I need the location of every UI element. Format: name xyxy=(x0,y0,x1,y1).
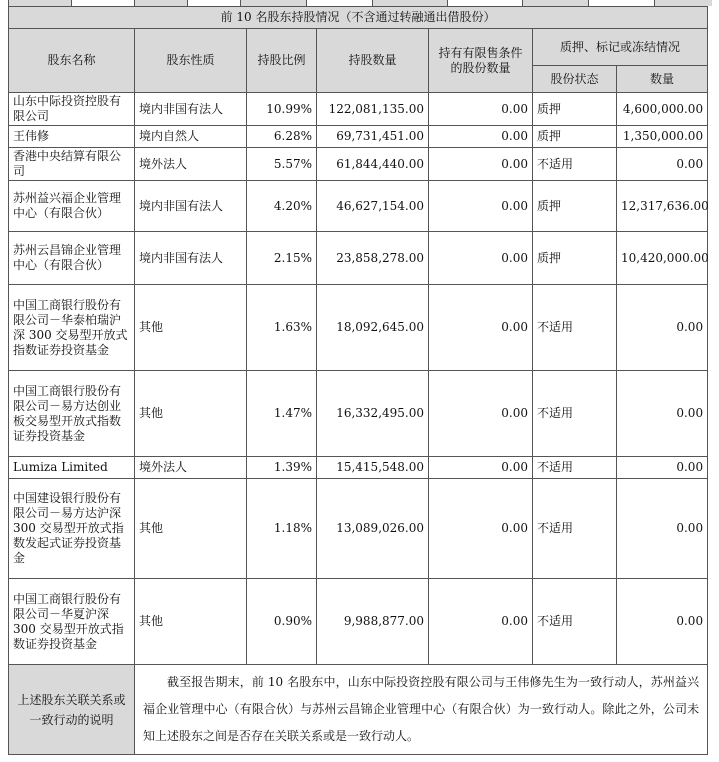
shareholder-name: 王伟修 xyxy=(9,126,135,148)
holding-quantity: 46,627,154.00 xyxy=(317,181,429,232)
table-row xyxy=(9,232,708,285)
restricted-quantity: 0.00 xyxy=(429,181,533,232)
holding-ratio: 1.63% xyxy=(247,285,317,371)
share-status: 不适用 xyxy=(533,457,617,479)
shareholder-name: 中国工商银行股份有限公司－华夏沪深 300 交易型开放式指数证券投资基金 xyxy=(9,579,135,665)
table-title: 前 10 名股东持股情况（不含通过转融通出借股份） xyxy=(9,7,708,29)
holding-ratio: 6.28% xyxy=(247,126,317,148)
note-text: 截至报告期末，前 10 名股东中，山东中际投资控股有限公司与王伟修先生为一致行动人，苏州益兴福企业管理中心（有限合伙）与苏州云昌锦企业管理中心（有限合伙）为一致行动人。除此之外，公司未知上述股东之间是否存在关联关系或是一致行动人。 xyxy=(135,665,708,755)
header-nature: 股东性质 xyxy=(135,29,247,93)
shareholder-table-container xyxy=(8,0,707,755)
shareholder-nature: 境内非国有法人 xyxy=(135,232,247,285)
holding-quantity: 23,858,278.00 xyxy=(317,232,429,285)
restricted-quantity: 0.00 xyxy=(429,232,533,285)
shareholder-name: 山东中际投资控股有限公司 xyxy=(9,93,135,126)
holding-ratio: 4.20% xyxy=(247,181,317,232)
previous-table-edge xyxy=(8,0,707,6)
pledged-quantity: 0.00 xyxy=(617,457,708,479)
table-row xyxy=(9,126,708,148)
pledged-quantity: 10,420,000.00 xyxy=(617,232,708,285)
shareholder-name: 香港中央结算有限公司 xyxy=(9,148,135,181)
table-row xyxy=(9,457,708,479)
holding-quantity: 13,089,026.00 xyxy=(317,479,429,579)
shareholder-name: 中国工商银行股份有限公司－华泰柏瑞沪深 300 交易型开放式指数证券投资基金 xyxy=(9,285,135,371)
share-status: 质押 xyxy=(533,181,617,232)
top10-shareholders-table xyxy=(8,6,708,755)
share-status: 质押 xyxy=(533,232,617,285)
shareholder-name: 苏州益兴福企业管理中心（有限合伙） xyxy=(9,181,135,232)
holding-ratio: 0.90% xyxy=(247,579,317,665)
shareholder-nature: 其他 xyxy=(135,479,247,579)
header-pledge-group: 质押、标记或冻结情况 xyxy=(533,29,708,66)
pledged-quantity: 0.00 xyxy=(617,479,708,579)
restricted-quantity: 0.00 xyxy=(429,371,533,457)
shareholder-name: 中国建设银行股份有限公司－易方达沪深 300 交易型开放式指数发起式证券投资基金 xyxy=(9,479,135,579)
share-status: 质押 xyxy=(533,126,617,148)
share-status: 不适用 xyxy=(533,479,617,579)
note-label: 上述股东关联关系或一致行动的说明 xyxy=(9,665,135,755)
shareholder-name: Lumiza Limited xyxy=(9,457,135,479)
table-row xyxy=(9,148,708,181)
header-quantity: 持股数量 xyxy=(317,29,429,93)
pledged-quantity: 0.00 xyxy=(617,579,708,665)
holding-ratio: 2.15% xyxy=(247,232,317,285)
holding-ratio: 1.39% xyxy=(247,457,317,479)
shareholder-nature: 境内非国有法人 xyxy=(135,181,247,232)
pledged-quantity: 4,600,000.00 xyxy=(617,93,708,126)
shareholder-nature: 境内非国有法人 xyxy=(135,93,247,126)
table-row xyxy=(9,181,708,232)
restricted-quantity: 0.00 xyxy=(429,148,533,181)
header-name: 股东名称 xyxy=(9,29,135,93)
pledged-quantity: 0.00 xyxy=(617,148,708,181)
restricted-quantity: 0.00 xyxy=(429,457,533,479)
shareholder-name: 中国工商银行股份有限公司－易方达创业板交易型开放式指数证券投资基金 xyxy=(9,371,135,457)
restricted-quantity: 0.00 xyxy=(429,479,533,579)
shareholder-nature: 境外法人 xyxy=(135,148,247,181)
header-pledge-status: 股份状态 xyxy=(533,66,617,93)
holding-quantity: 9,988,877.00 xyxy=(317,579,429,665)
share-status: 不适用 xyxy=(533,285,617,371)
share-status: 不适用 xyxy=(533,579,617,665)
shareholder-nature: 其他 xyxy=(135,371,247,457)
shareholder-nature: 境外法人 xyxy=(135,457,247,479)
restricted-quantity: 0.00 xyxy=(429,93,533,126)
holding-ratio: 5.57% xyxy=(247,148,317,181)
holding-quantity: 15,415,548.00 xyxy=(317,457,429,479)
header-ratio: 持股比例 xyxy=(247,29,317,93)
table-row xyxy=(9,371,708,457)
holding-ratio: 10.99% xyxy=(247,93,317,126)
pledged-quantity: 1,350,000.00 xyxy=(617,126,708,148)
table-row xyxy=(9,579,708,665)
holding-quantity: 122,081,135.00 xyxy=(317,93,429,126)
shareholder-nature: 境内自然人 xyxy=(135,126,247,148)
pledged-quantity: 12,317,636.00 xyxy=(617,181,708,232)
holding-ratio: 1.47% xyxy=(247,371,317,457)
holding-quantity: 61,844,440.00 xyxy=(317,148,429,181)
share-status: 质押 xyxy=(533,93,617,126)
holding-quantity: 16,332,495.00 xyxy=(317,371,429,457)
table-row xyxy=(9,93,708,126)
holding-quantity: 69,731,451.00 xyxy=(317,126,429,148)
holding-quantity: 18,092,645.00 xyxy=(317,285,429,371)
table-row xyxy=(9,479,708,579)
share-status: 不适用 xyxy=(533,371,617,457)
related-party-note-row xyxy=(9,665,708,755)
pledged-quantity: 0.00 xyxy=(617,371,708,457)
header-pledge-quantity: 数量 xyxy=(617,66,708,93)
share-status: 不适用 xyxy=(533,148,617,181)
restricted-quantity: 0.00 xyxy=(429,126,533,148)
restricted-quantity: 0.00 xyxy=(429,285,533,371)
shareholder-nature: 其他 xyxy=(135,285,247,371)
shareholder-nature: 其他 xyxy=(135,579,247,665)
holding-ratio: 1.18% xyxy=(247,479,317,579)
table-row xyxy=(9,285,708,371)
shareholder-name: 苏州云昌锦企业管理中心（有限合伙） xyxy=(9,232,135,285)
restricted-quantity: 0.00 xyxy=(429,579,533,665)
header-restricted: 持有有限售条件的股份数量 xyxy=(429,29,533,93)
pledged-quantity: 0.00 xyxy=(617,285,708,371)
